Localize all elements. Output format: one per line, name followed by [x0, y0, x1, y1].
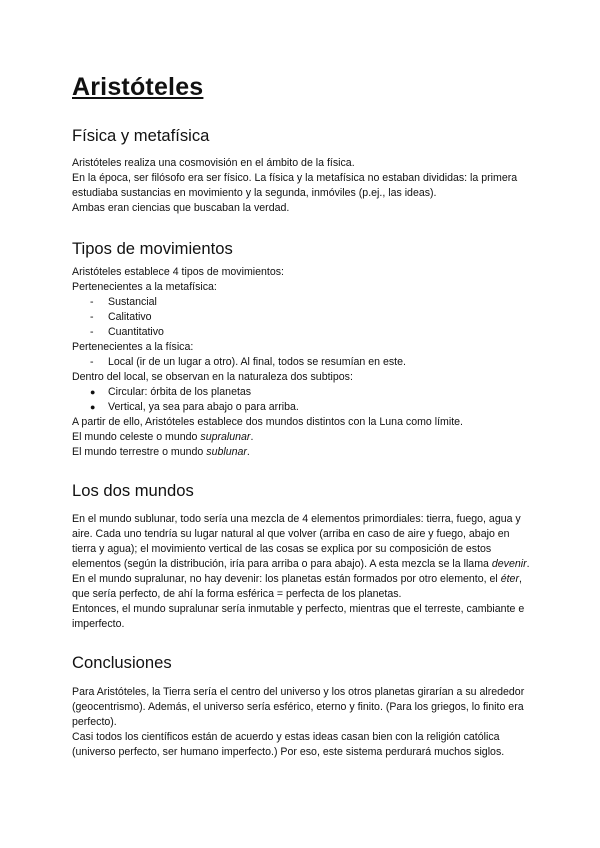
list-label: Pertenecientes a la metafísica:	[72, 281, 217, 293]
section-heading-dos-mundos: Los dos mundos	[72, 481, 194, 500]
term-sublunar: sublunar	[206, 446, 247, 458]
paragraph: Ambas eran ciencias que buscaban la verdad.	[72, 202, 290, 214]
fisica-list	[72, 355, 532, 370]
list-item: - Local (ir de un lugar a otro). Al final, todos se resumían en este.	[90, 356, 406, 368]
paragraph: Entonces, el mundo supralunar sería inmutable y perfecto, mientras que el terreste, cambiante e imperfecto.	[72, 603, 525, 630]
dash-marker: -	[90, 326, 94, 338]
section-heading-fisica-metafisica: Física y metafísica	[72, 126, 210, 145]
section-heading-conclusiones: Conclusiones	[72, 653, 172, 672]
subtipos-list	[72, 385, 532, 415]
paragraph: En el mundo supralunar, no hay devenir: los planetas están formados por otro elemento, el éter, que sería perfecto, de ahí la forma esférica = perfecta de los planetas.	[72, 573, 522, 600]
list-item: ● Vertical, ya sea para abajo o para arriba.	[90, 401, 299, 413]
section-body-fisica-metafisica	[72, 156, 532, 216]
dash-marker: -	[90, 356, 94, 368]
dash-marker: -	[90, 311, 94, 323]
paragraph: En el mundo sublunar, todo sería una mezcla de 4 elementos primordiales: tierra, fuego, agua y aire. Cada uno tendría su lugar natural al que volver (arriba en caso de aire y fuego, abajo en tierra y agua); el movimiento vertical de las cosas se explica por su composición de estos elementos (según la distribución, iría para arriba o para abajo). A esta mezcla se la llama devenir.	[72, 513, 530, 570]
paragraph: El mundo terrestre o mundo sublunar.	[72, 446, 250, 458]
list-item: - Cuantitativo	[90, 326, 164, 338]
term-supralunar: supralunar	[200, 431, 251, 443]
term-devenir: devenir	[491, 558, 527, 570]
paragraph: Aristóteles establece 4 tipos de movimientos:	[72, 266, 284, 278]
document-title: Aristóteles	[72, 73, 204, 101]
paragraph: En la época, ser filósofo era ser físico. La física y la metafísica no estaban divididas: la primera estudiaba sustancias en movimiento y la segunda, inmóviles (p.ej., las ideas).	[72, 172, 518, 199]
dash-marker: -	[90, 296, 94, 308]
paragraph: Para Aristóteles, la Tierra sería el centro del universo y los otros planetas girarían a su alrededor (geocentrismo). Además, el universo sería esférico, eterno y finito. (Para los griegos, lo finito era perfecto).	[72, 686, 525, 728]
list-item: - Calitativo	[90, 311, 152, 323]
section-body-conclusiones	[72, 685, 532, 760]
bullet-marker: ●	[90, 402, 96, 412]
paragraph: A partir de ello, Aristóteles establece dos mundos distintos con la Luna como límite.	[72, 416, 464, 428]
list-label: Dentro del local, se observan en la naturaleza dos subtipos:	[72, 371, 353, 383]
section-body-tipos-movimientos	[72, 265, 532, 460]
term-eter: éter	[500, 573, 519, 585]
metafisica-list	[72, 295, 532, 340]
paragraph: Casi todos los científicos están de acuerdo y estas ideas casan bien con la religión católica (universo perfecto, ser humano imperfecto.) Por eso, este sistema perdurará muchos siglos.	[72, 731, 505, 758]
section-heading-tipos-movimientos: Tipos de movimientos	[72, 239, 233, 258]
paragraph: El mundo celeste o mundo supralunar.	[72, 431, 254, 443]
list-label: Pertenecientes a la física:	[72, 341, 194, 353]
document-page	[72, 66, 532, 760]
list-item: - Sustancial	[90, 296, 157, 308]
list-item: ● Circular: órbita de los planetas	[90, 386, 252, 398]
bullet-marker: ●	[90, 387, 96, 397]
paragraph: Aristóteles realiza una cosmovisión en el ámbito de la física.	[72, 157, 355, 169]
section-body-dos-mundos	[72, 512, 532, 632]
